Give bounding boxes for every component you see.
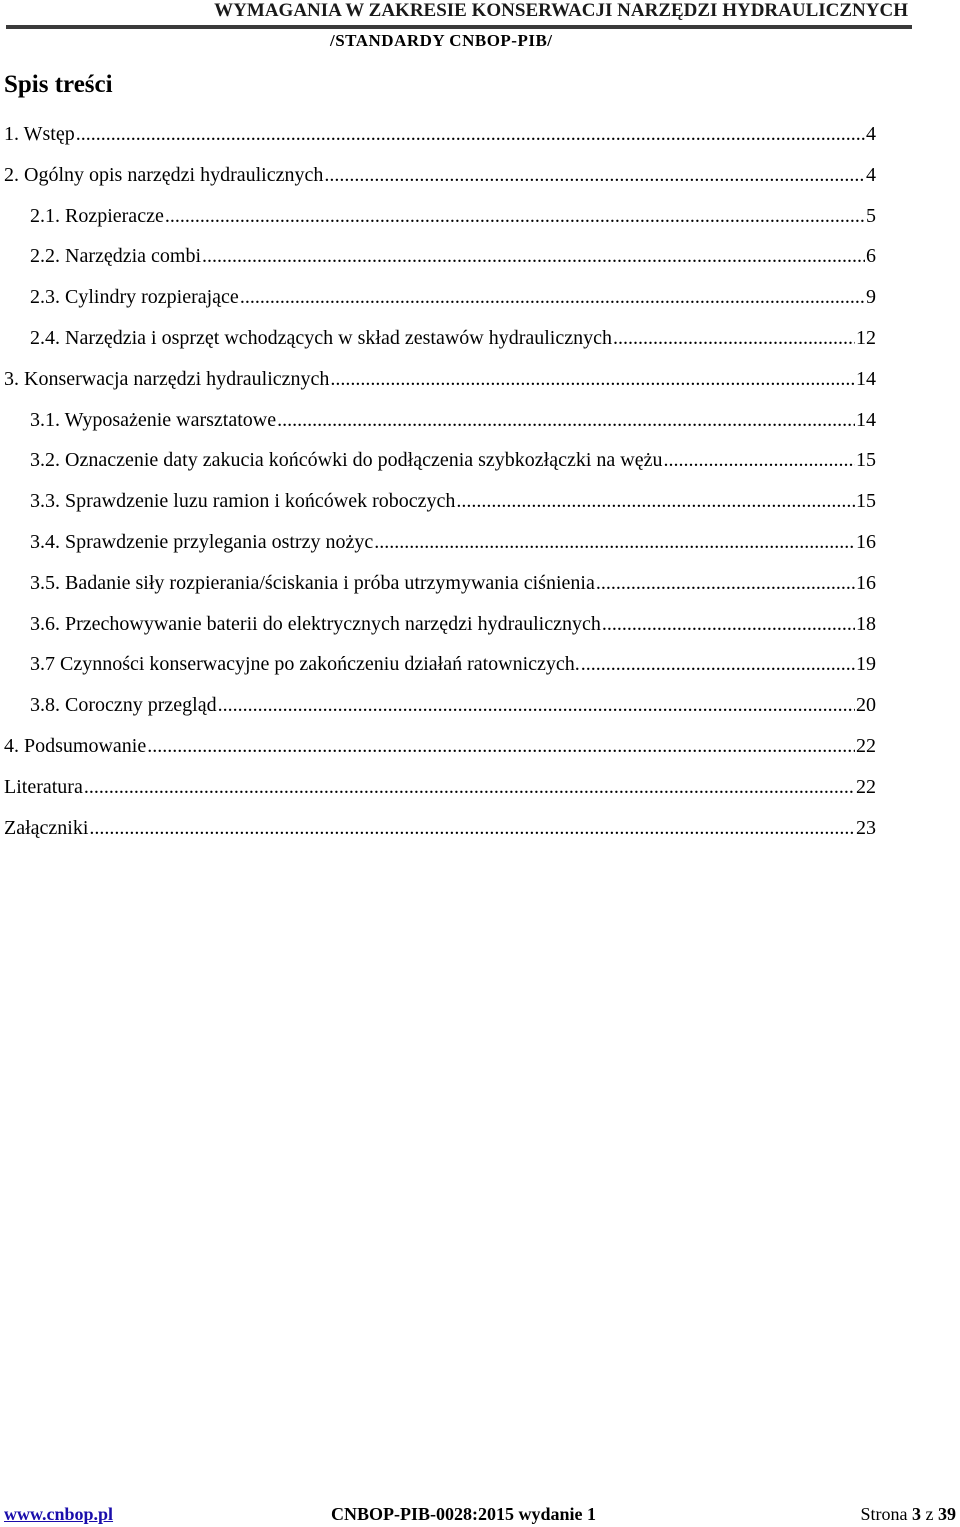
toc-entry[interactable] <box>4 196 876 237</box>
toc-entry[interactable] <box>4 644 876 685</box>
toc-entry[interactable] <box>4 604 876 645</box>
toc-entry-label: 3.1. Wyposażenie warsztatowe <box>30 408 277 431</box>
toc-entry[interactable] <box>4 808 876 849</box>
toc-entry[interactable] <box>4 359 876 400</box>
toc-leader-dots <box>613 318 855 359</box>
toc-entry-page: 23 <box>856 816 876 839</box>
toc-leader-dots <box>240 277 865 318</box>
toc-entry-page: 4 <box>866 163 876 186</box>
toc-entry-label: 3.5. Badanie siły rozpierania/ściskania i próba utrzymywania ciśnienia <box>30 571 595 594</box>
toc-entry-page: 12 <box>856 326 876 349</box>
toc-entry[interactable] <box>4 685 876 726</box>
toc-entry-label: Załączniki <box>4 816 89 839</box>
toc-entry-page: 6 <box>866 245 876 268</box>
toc-entry-page: 14 <box>856 408 876 431</box>
toc-leader-dots <box>596 563 855 604</box>
toc-entry[interactable] <box>4 440 876 481</box>
toc-entry-page: 19 <box>856 653 876 676</box>
toc-entry-label: Literatura <box>4 775 83 798</box>
toc-entry-page: 5 <box>866 204 876 227</box>
toc-leader-dots <box>165 196 865 237</box>
toc-entry-page: 14 <box>856 367 876 390</box>
toc-leader-dots <box>456 481 855 522</box>
toc-entry-page: 22 <box>856 775 876 798</box>
header-rule <box>6 25 912 29</box>
toc-leader-dots <box>202 236 865 277</box>
toc-entry-label: 1. Wstęp <box>4 123 75 145</box>
toc-leader-dots <box>602 604 855 645</box>
toc-leader-dots <box>89 808 855 849</box>
toc-entry[interactable] <box>4 114 876 155</box>
toc-title: Spis treści <box>4 71 113 98</box>
toc-entry[interactable] <box>4 400 876 441</box>
header-subtitle: /STANDARDY CNBOP-PIB/ <box>330 31 553 50</box>
toc-entry-page: 15 <box>856 490 876 513</box>
page-footer <box>0 1501 960 1527</box>
toc-entry-label: 2.3. Cylindry rozpierające <box>30 286 239 309</box>
toc-entry[interactable] <box>4 318 876 359</box>
toc-leader-dots <box>374 522 855 563</box>
toc-leader-dots <box>76 114 865 155</box>
toc-entry-page: 4 <box>866 123 876 145</box>
website-link[interactable]: www.cnbop.pl <box>4 1504 114 1524</box>
toc-leader-dots <box>147 726 855 767</box>
toc-entry-label: 2.4. Narzędzia i osprzęt wchodzących w skład zestawów hydraulicznych <box>30 326 612 349</box>
toc-entry-page: 15 <box>856 449 876 472</box>
toc-leader-dots <box>84 767 855 808</box>
toc-entry-label: 2.1. Rozpieracze <box>30 204 164 227</box>
toc-leader-dots <box>330 359 855 400</box>
toc-entry-label: 3. Konserwacja narzędzi hydraulicznych <box>4 367 330 390</box>
toc-entry-page: 16 <box>856 571 876 594</box>
toc-entry-page: 20 <box>856 694 876 717</box>
toc-entry-label: 3.2. Oznaczenie daty zakucia końcówki do podłączenia szybkozłączki na wężu <box>30 449 663 472</box>
toc-entry-page: 22 <box>856 734 876 757</box>
page-total: 39 <box>938 1504 956 1524</box>
toc-leader-dots <box>664 440 856 481</box>
toc-entry-page: 9 <box>866 286 876 309</box>
toc-entry-page: 18 <box>856 612 876 635</box>
page-separator: z <box>921 1504 938 1524</box>
toc-entry-label: 2. Ogólny opis narzędzi hydraulicznych <box>4 163 324 186</box>
toc-entry[interactable] <box>4 236 876 277</box>
toc-entry[interactable] <box>4 767 876 808</box>
toc-leader-dots <box>581 644 855 685</box>
toc-entry-page: 16 <box>856 530 876 553</box>
table-of-contents <box>4 114 876 848</box>
toc-entry-label: 3.3. Sprawdzenie luzu ramion i końcówek roboczych <box>30 490 456 513</box>
toc-leader-dots <box>277 400 855 441</box>
document-id: CNBOP-PIB-0028:2015 wydanie 1 <box>331 1504 596 1524</box>
toc-entry[interactable] <box>4 726 876 767</box>
page-current: 3 <box>912 1504 921 1524</box>
toc-entry[interactable] <box>4 563 876 604</box>
header-title: WYMAGANIA W ZAKRESIE KONSERWACJI NARZĘDZI HYDRAULICZNYCH <box>214 0 908 21</box>
toc-entry-label: 3.8. Coroczny przegląd <box>30 694 217 717</box>
toc-entry-label: 3.4. Sprawdzenie przylegania ostrzy nożyc <box>30 530 374 553</box>
toc-leader-dots <box>218 685 855 726</box>
toc-entry[interactable] <box>4 277 876 318</box>
toc-entry-label: 3.6. Przechowywanie baterii do elektrycznych narzędzi hydraulicznych <box>30 612 601 635</box>
toc-entry[interactable] <box>4 155 876 196</box>
toc-entry-label: 4. Podsumowanie <box>4 734 147 757</box>
page-header <box>0 0 960 58</box>
toc-entry[interactable] <box>4 481 876 522</box>
page-prefix: Strona <box>860 1504 912 1524</box>
toc-entry-label: 3.7 Czynności konserwacyjne po zakończeniu działań ratowniczych. <box>30 653 580 676</box>
page-number <box>861 1501 957 1527</box>
toc-entry[interactable] <box>4 522 876 563</box>
toc-leader-dots <box>324 155 865 196</box>
toc-entry-label: 2.2. Narzędzia combi <box>30 245 202 268</box>
